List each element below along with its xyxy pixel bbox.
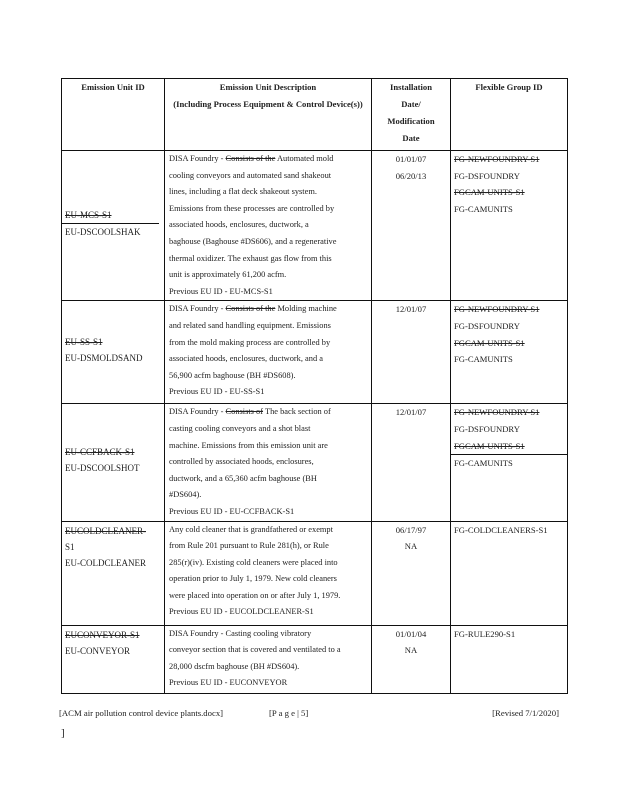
header-emission-unit-id: Emission Unit ID bbox=[62, 79, 165, 151]
flexible-group-cell: FG-NEWFOUNDRY-S1 FG-DSFOUNDRY FGCAM-UNITS-S1 FG-CAMUNITS bbox=[451, 404, 568, 521]
new-unit-id: EU-DSCOOLSHOT bbox=[65, 463, 140, 474]
emission-unit-id-cell bbox=[62, 404, 165, 521]
description-cell: DISA Foundry - Casting cooling vibratory conveyor section that is covered and ventilated to a 28,000 dscfm baghouse (BH #DS604). Previous EU ID - EUCONVEYOR bbox=[165, 625, 372, 693]
new-unit-id: EU-CONVEYOR bbox=[65, 645, 130, 656]
old-unit-id: EU-CCFBACK-S1 bbox=[65, 447, 135, 458]
flexible-group-cell: FG-COLDCLEANERS-S1 bbox=[451, 521, 568, 625]
trailing-bracket: ] bbox=[61, 727, 65, 739]
flexible-group-cell: FG-NEWFOUNDRY-S1 FG-DSFOUNDRY FGCAM-UNITS-S1 FG-CAMUNITS bbox=[451, 151, 568, 301]
emission-unit-id-cell bbox=[62, 625, 165, 693]
emission-unit-table bbox=[61, 78, 568, 694]
flexible-group-cell: FG-NEWFOUNDRY-S1 FG-DSFOUNDRY FGCAM-UNITS-S1 FG-CAMUNITS bbox=[451, 301, 568, 404]
old-unit-id: EUCONVEYOR-S1 bbox=[65, 629, 140, 640]
old-unit-id: EUCOLDCLEANER- bbox=[65, 525, 146, 536]
emission-unit-id-cell bbox=[62, 301, 165, 404]
header-flexible-group: Flexible Group ID bbox=[451, 79, 568, 151]
description-cell: DISA Foundry - Consists of the Automated mold cooling conveyors and automated sand shakeout lines, including a flat deck shakeout system. Emissions from these processes are controlled by associated hoods, enclosures, ductwork, a baghouse (Baghouse #DS606), and a regenerative thermal oxidizer. The exhaust gas flow from this unit is approximately 61,200 acfm. Previous EU ID - EU-MCS-S1 bbox=[165, 151, 372, 301]
description-cell: DISA Foundry - Consists of The back section of casting cooling conveyors and a shot blast machine. Emissions from this emission unit are controlled by associated hoods, enclosures, ductwork, and a 65,360 acfm baghouse (BH #DS604). Previous EU ID - EU-CCFBACK-S1 bbox=[165, 404, 372, 521]
footer-revised-date: [Revised 7/1/2020] bbox=[492, 708, 559, 718]
footer-filename: [ACM air pollution control device plants.docx] bbox=[59, 708, 224, 718]
install-date-cell: 12/01/07 bbox=[372, 404, 451, 521]
install-date-cell: 06/17/97 NA bbox=[372, 521, 451, 625]
table-header-row bbox=[62, 79, 568, 151]
description-cell: DISA Foundry - Consists of the Molding machine and related sand handling equipment. Emissions from the mold making process are controlled by associated hoods, enclosures, ductwork, and a 56,900 acfm baghouse (BH #DS608). Previous EU ID - EU-SS-S1 bbox=[165, 301, 372, 404]
emission-unit-id-cell: EUCOLDCLEANER- S1 EU-COLDCLEANER bbox=[62, 521, 165, 625]
description-cell: Any cold cleaner that is grandfathered or exempt from Rule 201 pursuant to Rule 281(h), or Rule 285(r)(iv). Existing cold cleaners were placed into operation prior to July 1, 1979. New cold cleaners were placed into operation on or after July 1, 1979. Previous EU ID - EUCOLDCLEANER-S1 bbox=[165, 521, 372, 625]
table-row bbox=[62, 404, 568, 521]
table-row bbox=[62, 151, 568, 301]
table-row bbox=[62, 521, 568, 625]
flexible-group-cell: FG-RULE290-S1 bbox=[451, 625, 568, 693]
new-unit-id: EU-DSCOOLSHAK bbox=[62, 223, 159, 240]
emission-unit-id-cell bbox=[62, 151, 165, 301]
table-row bbox=[62, 625, 568, 693]
new-unit-id: EU-COLDCLEANER bbox=[65, 557, 146, 568]
footer-page-number: [P a g e | 5] bbox=[269, 708, 309, 718]
new-unit-id: EU-DSMOLDSAND bbox=[65, 353, 143, 364]
old-unit-id: EU-MCS-S1 bbox=[65, 210, 112, 220]
install-date-cell: 01/01/07 06/20/13 bbox=[372, 151, 451, 301]
install-date-cell: 01/01/04 NA bbox=[372, 625, 451, 693]
header-install-date: Installation Date/ Modification Date bbox=[372, 79, 451, 151]
header-description: Emission Unit Description (Including Process Equipment & Control Device(s)) bbox=[165, 79, 372, 151]
table-row bbox=[62, 301, 568, 404]
old-unit-id: EU-SS-S1 bbox=[65, 337, 103, 348]
install-date-cell: 12/01/07 bbox=[372, 301, 451, 404]
